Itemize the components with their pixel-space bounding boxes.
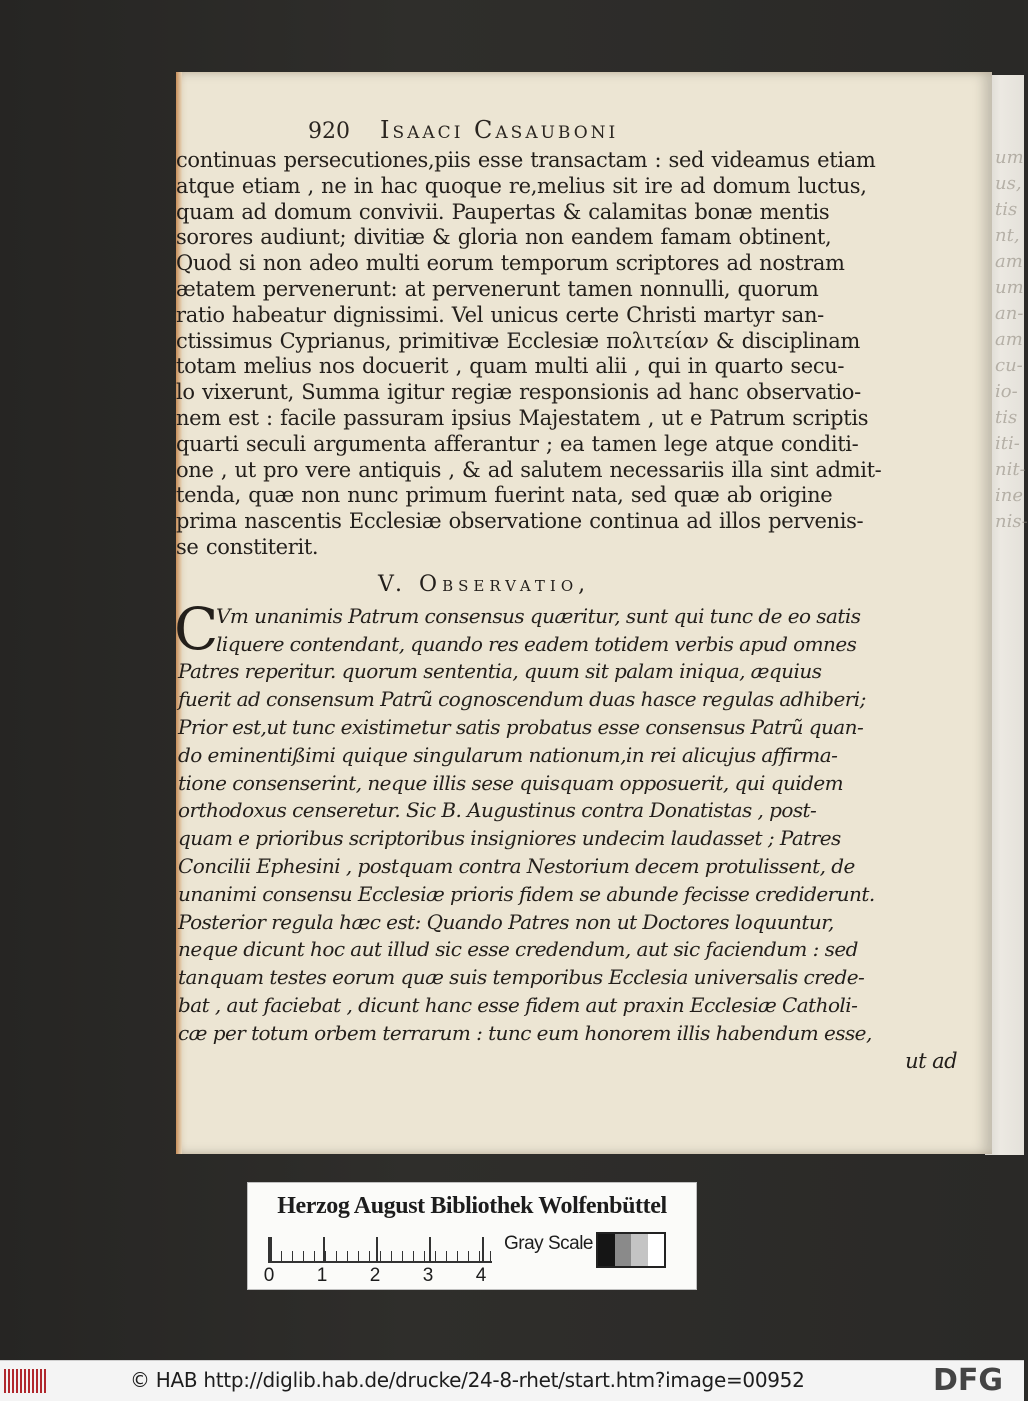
text-line: ætatem pervenerunt: at pervenerunt tamen nonnulli, quorum [176, 276, 819, 301]
text-line: Concilii Ephesini , postquam contra Nestorium decem protulissent, de [178, 853, 855, 878]
text-line: bat , aut faciebat , dicunt hanc esse fidem aut praxin Ecclesiæ Catholi- [178, 992, 858, 1017]
text-line: one , ut pro vere antiquis , & ad salutem necessariis illa sint admit- [176, 457, 882, 482]
color-reference-card [247, 1182, 697, 1290]
grayscale-patch [631, 1234, 648, 1266]
text-line: se constiterit. [176, 534, 319, 559]
adjacent-page-fragment: us, [995, 173, 1022, 194]
text-line: prima nascentis Ecclesiæ observatione continua ad illos pervenis- [176, 509, 864, 534]
text-line: ctissimus Cyprianus, primitivæ Ecclesiæ πολιτείαν & disciplinam [176, 328, 860, 353]
ruler-major-tick [376, 1237, 378, 1261]
ruler-number: 1 [316, 1265, 328, 1286]
adjacent-page-fragment: an- [995, 303, 1024, 324]
drop-cap: C [174, 594, 219, 663]
text-line: totam melius nos docuerit , quam multi alii , qui in quarto secu- [176, 354, 845, 379]
text-line: lo vixerunt, Summa igitur regiæ responsionis ad hanc observatio- [176, 380, 861, 405]
adjacent-page-fragment: io- [995, 381, 1018, 402]
ruler-major-tick [429, 1237, 431, 1261]
adjacent-page-fragment: nt, [995, 225, 1020, 246]
text-line: nem est : facile passuram ipsius Majestatem , ut e Patrum scriptis [176, 405, 869, 430]
text-line: unanimi consensu Ecclesiæ prioris fidem se abunde fecisse crediderunt. [178, 881, 875, 906]
italic-paragraph [0, 594, 991, 1076]
text-line: atque etiam , ne in hac quoque re,melius sit ire ad domum luctus, [176, 173, 867, 198]
text-line: quam e prioribus scriptoribus insigniores undecim laudasset ; Patres [178, 826, 841, 851]
dfg-logo: DFG [933, 1363, 1004, 1398]
grayscale-label: Gray Scale [504, 1233, 593, 1254]
text-line: Prior est,ut tunc existimetur satis probatus esse consensus Patrũ quan- [178, 714, 864, 739]
footer-bar [0, 1360, 1024, 1401]
adjacent-page-fragment: am [995, 329, 1023, 350]
text-line: sorores audiunt; divitiæ & gloria non eandem famam obtinent, [176, 225, 832, 250]
roman-paragraph [0, 148, 991, 561]
page-number: 920 [308, 119, 350, 144]
adjacent-page-fragment: tis [995, 199, 1018, 220]
ruler-major-tick [270, 1237, 272, 1261]
text-line: orthodoxus censeretur. Sic B. Augustinus contra Donatistas , post- [178, 798, 817, 823]
catchword-line [0, 1048, 991, 1076]
page-text [176, 116, 991, 1075]
text-line: neque dicunt hoc aut illud sic esse credendum, aut sic faciendum : sed [178, 937, 858, 962]
running-head-title: Isaaci Casauboni [380, 116, 619, 144]
section-heading: V. Observatio, [378, 571, 591, 597]
text-line: Vm unanimis Patrum consensus quæritur, sunt qui tunc de eo satis [216, 603, 861, 628]
adjacent-page-fragment: nis- [995, 511, 1028, 532]
text-line: tanquam testes eorum quæ suis temporibus Ecclesia universalis crede- [178, 965, 865, 990]
ruler-number: 2 [369, 1265, 381, 1286]
text-line: continuas persecutiones,piis esse transactam : sed videamus etiam [176, 148, 876, 172]
text-line: Posterior regula hæc est: Quando Patres non ut Doctores loquuntur, [178, 909, 834, 934]
ruler-number: 3 [422, 1265, 434, 1286]
ruler-major-tick [323, 1237, 325, 1261]
ruler-number: 0 [263, 1265, 275, 1286]
text-line: quam ad domum convivii. Paupertas & calamitas bonæ mentis [176, 199, 830, 224]
grayscale-patch [615, 1234, 632, 1266]
copyright-url[interactable]: © HAB http://diglib.hab.de/drucke/24-8-rhet/start.htm?image=00952 [130, 1368, 805, 1392]
scale-ruler [268, 1237, 492, 1263]
adjacent-page-fragment: am [995, 251, 1023, 272]
ruler-number: 4 [475, 1265, 487, 1286]
adjacent-page-fragment: iti- [995, 433, 1020, 454]
grayscale-patch [648, 1234, 665, 1266]
adjacent-page-fragment: um [995, 147, 1024, 168]
text-line: liquere contendant, quando res eadem totidem verbis apud omnes [216, 631, 857, 656]
library-name: Herzog August Bibliothek Wolfenbüttel [277, 1193, 667, 1219]
text-line: ratio habeatur dignissimi. Vel unicus certe Christi martyr san- [176, 302, 824, 327]
adjacent-page-fragment: ine [995, 485, 1024, 506]
running-head [176, 116, 991, 148]
text-line: tenda, quæ non nunc primum fuerint nata, sed quæ ab origine [176, 483, 833, 508]
barcode-icon [4, 1369, 46, 1393]
ruler-major-tick [482, 1237, 484, 1261]
adjacent-page-fragment: nit- [995, 459, 1026, 480]
text-line: Quod si non adeo multi eorum temporum scriptores ad nostram [176, 251, 845, 276]
grayscale-swatch [596, 1232, 666, 1268]
text-line: tione consenserint, neque illis sese quisquam opposuerit, qui quidem [178, 770, 844, 795]
adjacent-page-fragment: um [995, 277, 1024, 298]
grayscale-patch [598, 1234, 615, 1266]
text-line: quarti seculi argumenta afferantur ; ea tamen lege atque conditi- [176, 431, 859, 456]
text-line: fuerit ad consensum Patrũ cognoscendum duas hasce regulas adhiberi; [178, 687, 866, 712]
catchword: ut ad [905, 1048, 957, 1073]
adjacent-page-fragment: cu- [995, 355, 1023, 376]
adjacent-page-fragment: tis [995, 407, 1018, 428]
text-line: cæ per totum orbem terrarum : tunc eum honorem illis habendum esse, [178, 1020, 872, 1045]
text-line: Patres reperitur. quorum sententia, quum sit palam iniqua, æquius [178, 659, 822, 684]
text-line: do eminentißimi quique singularum nationum,in rei alicujus affirma- [178, 742, 838, 767]
